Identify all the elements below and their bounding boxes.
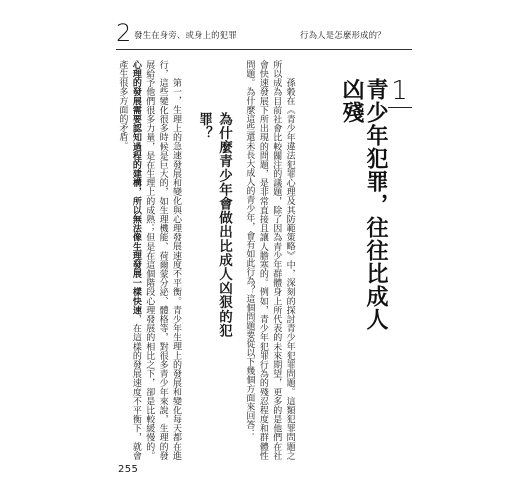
chapter-title: 發生在身旁、或身上的犯罪 xyxy=(134,30,237,40)
body-paragraph xyxy=(115,60,182,460)
section-heading-title: 青少年犯罪，往往比成人凶殘 xyxy=(339,78,389,331)
chapter-number: 2 xyxy=(116,19,132,47)
section-number: 1 xyxy=(388,78,412,108)
intro-text-block xyxy=(242,60,296,460)
question-heading: 為什麼青少年會做出比成人凶狠的犯罪？ xyxy=(196,112,232,338)
section-title: 行為人是怎麼形成的？ xyxy=(300,30,386,40)
body-text-block xyxy=(115,60,182,460)
intro-paragraph: 孫穀在《青少年違法犯罪心理及其防範策略》中，深刻的探討青少年犯罪問題。這類犯罪問題之所以成為目前社會比較關注的議題，除了因為青少年群體身上所代表的未來期望，更多的是他們在社會快速發展下所出現的問題，是非常直接且讓人膽寒的。例如，青少年犯罪行為的殘忍程度和群體性問題。為什麼這些還未長大成人的青少年，會有如此行為？這個問題要從以下幾個方面來回答： xyxy=(244,60,295,460)
body-text-part-2: ，在這樣的發展速度不平衡下，就會產生很多方面的矛盾。 xyxy=(117,60,141,461)
body-text-bold-1: 心理的發展需要認知過程的建構，所以無法像生理發展一樣快速 xyxy=(130,60,141,315)
running-head xyxy=(116,19,412,50)
body-text-part-1: 第一，生理上的急速發展和變化與心理發展速度不平衡。青少年生理上的發展和變化每天都在進行，這些變化很多時候是巨大的，如生理機能、荷爾蒙分泌、體格等，對很多青少年來說，生理的發展給予他們很多力量，是在生理上的成熟；但是在這個階段心理發展的相比之下，卻是比較緩慢的。 xyxy=(144,60,182,460)
page-number: 255 xyxy=(118,464,139,475)
section-heading xyxy=(339,76,412,338)
